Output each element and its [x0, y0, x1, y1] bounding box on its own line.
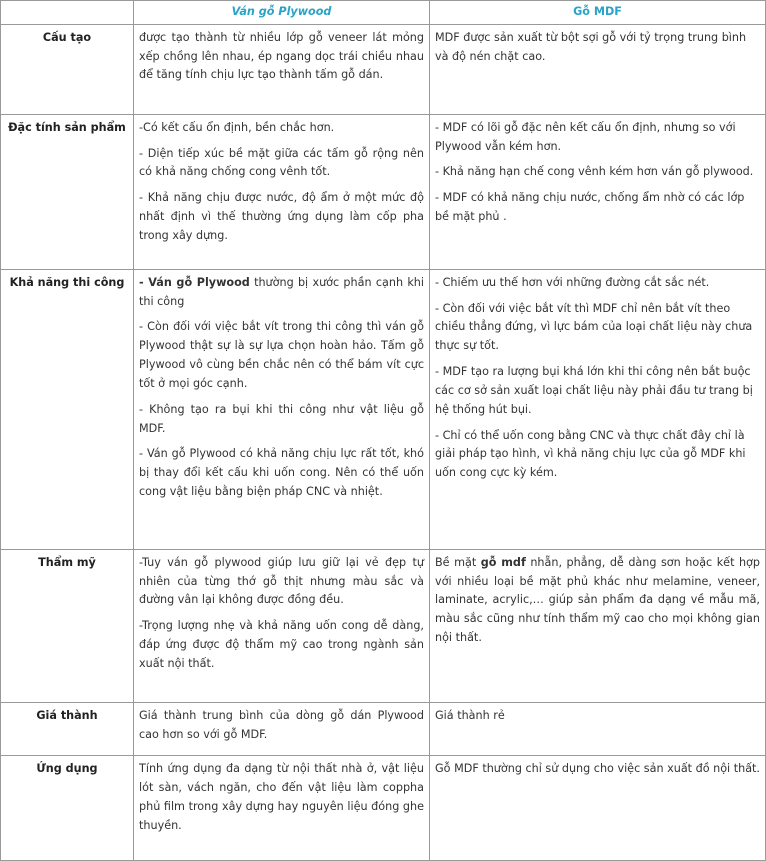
- cell-text: - Ván gỗ Plywood có khả năng chịu lực rất tốt, khó bị thay đổi kết cấu khi uốn cong. Nên có thể uốn cong vật liệu bằng biện pháp CNC và nhiệt.: [139, 447, 424, 498]
- cell-mdf: [430, 549, 766, 702]
- row-label: Ứng dụng: [1, 756, 134, 861]
- header-empty-cell: [1, 1, 134, 25]
- cell-mdf: [430, 114, 766, 269]
- cell-text: Tính ứng dụng đa dạng từ nội thất nhà ở, vật liệu lót sàn, vách ngăn, cho đến vật liệu làm coppha phủ film trong xây dựng hay nguyên liệu đóng ghe thuyền.: [139, 762, 424, 832]
- cell-text: - Còn đối với việc bắt vít trong thi công thì ván gỗ Plywood thật sự là sự lựa chọn hoàn hảo. Tấm gỗ Plywood vô cùng bền chắc nên có thể bám vít cực tốt ở mọi góc cạnh.: [139, 320, 424, 390]
- row-label: Thẩm mỹ: [1, 549, 134, 702]
- header-mdf: Gỗ MDF: [430, 1, 766, 25]
- cell-text: - MDF có khả năng chịu nước, chống ẩm nhờ có các lớp bề mặt phủ .: [435, 191, 745, 224]
- cell-plywood: [134, 549, 430, 702]
- cell-text: - Khả năng hạn chế cong vênh kém hơn ván gỗ plywood.: [435, 165, 754, 179]
- row-label: Đặc tính sản phẩm: [1, 114, 134, 269]
- row-tham-my: [1, 549, 766, 702]
- text-span: nhẵn, phẳng, dễ dàng sơn hoặc kết hợp với nhiều loại bề mặt phủ khác như melamine, veneer, laminate, acrylic,… giúp sản phẩm đa dạng về mẫu mã, màu sắc cũng như tính thẩm mỹ cao cho mọi không gian nội thất.: [435, 555, 761, 645]
- row-dac-tinh: [1, 114, 766, 269]
- cell-text: Giá thành rẻ: [435, 708, 505, 722]
- text-span: Bề mặt: [435, 555, 481, 569]
- cell-mdf: [430, 702, 766, 756]
- cell-text: - Chỉ có thể uốn cong bằng CNC và thực chất đây chỉ là giải pháp tạo hình, vì khả năng chịu lực của gỗ MDF khi uốn cong cực kỳ kém.: [435, 428, 746, 480]
- cell-text: -Tuy ván gỗ plywood giúp lưu giữ lại vẻ đẹp tự nhiên của từng thớ gỗ thịt nhưng màu sắc và đường vân lại không được đồng đều.: [139, 555, 424, 607]
- header-plywood: Ván gỗ Plywood: [134, 1, 430, 25]
- cell-text: [435, 554, 760, 648]
- row-thi-cong: [1, 269, 766, 549]
- cell-mdf: [430, 24, 766, 114]
- cell-plywood: [134, 269, 430, 549]
- cell-text: được tạo thành từ nhiều lớp gỗ veneer lát mỏng xếp chồng lên nhau, ép ngang dọc trái chiều nhau để tăng tính chịu lực tạo thành tấm gỗ dán.: [139, 30, 424, 82]
- cell-text: - Chiếm ưu thế hơn với những đường cắt sắc nét.: [435, 275, 710, 289]
- cell-plywood: [134, 24, 430, 114]
- cell-text: Giá thành trung bình của dòng gỗ dán Plywood cao hơn so với gỗ MDF.: [139, 708, 424, 741]
- cell-mdf: [430, 269, 766, 549]
- cell-text: - Còn đối với việc bắt vít thì MDF chỉ nên bắt vít theo chiều thẳng đứng, vì lực bám của loại chất liệu này chưa thực sự tốt.: [435, 301, 753, 353]
- text-span: thường bị xước phần cạnh khi thi công: [139, 275, 424, 308]
- bold-term: gỗ mdf: [480, 555, 526, 569]
- row-cau-tao: [1, 24, 766, 114]
- row-label: Giá thành: [1, 702, 134, 756]
- cell-text: - Khả năng chịu được nước, độ ẩm ở một mức độ nhất định vì thế thường ứng dụng làm cốp pha trong xây dựng.: [139, 191, 424, 242]
- cell-text: [139, 274, 424, 312]
- cell-text: MDF được sản xuất từ bột sợi gỗ với tỷ trọng trung bình và độ nén chặt cao.: [435, 30, 747, 63]
- row-ung-dung: [1, 756, 766, 861]
- cell-text: Gỗ MDF thường chỉ sử dụng cho việc sản xuất đồ nội thất.: [435, 762, 760, 776]
- bold-term: - Ván gỗ Plywood: [139, 275, 250, 289]
- header-row: [1, 1, 766, 25]
- cell-plywood: [134, 756, 430, 861]
- row-gia-thanh: [1, 702, 766, 756]
- cell-text: - Diện tiếp xúc bề mặt giữa các tấm gỗ rộng nên có khả năng chống cong vênh tốt.: [139, 146, 424, 179]
- cell-plywood: [134, 702, 430, 756]
- cell-text: -Trọng lượng nhẹ và khả năng uốn cong dễ dàng, đáp ứng được độ thẩm mỹ cao trong ngành sản xuất nội thất.: [139, 619, 424, 670]
- cell-text: - Không tạo ra bụi khi thi công như vật liệu gỗ MDF.: [139, 402, 424, 435]
- cell-plywood: [134, 114, 430, 269]
- row-label: Khả năng thi công: [1, 269, 134, 549]
- cell-text: - MDF có lõi gỗ đặc nên kết cấu ổn định, nhưng so với Plywood vẫn kém hơn.: [435, 120, 736, 153]
- row-label: Cấu tạo: [1, 24, 134, 114]
- cell-text: -Có kết cấu ổn định, bền chắc hơn.: [139, 120, 335, 134]
- cell-text: - MDF tạo ra lượng bụi khá lớn khi thi công nên bắt buộc các cơ sở sản xuất loại chất liệu này phải đầu tư trang bị hệ thống hút bụi.: [435, 365, 753, 416]
- cell-mdf: [430, 756, 766, 861]
